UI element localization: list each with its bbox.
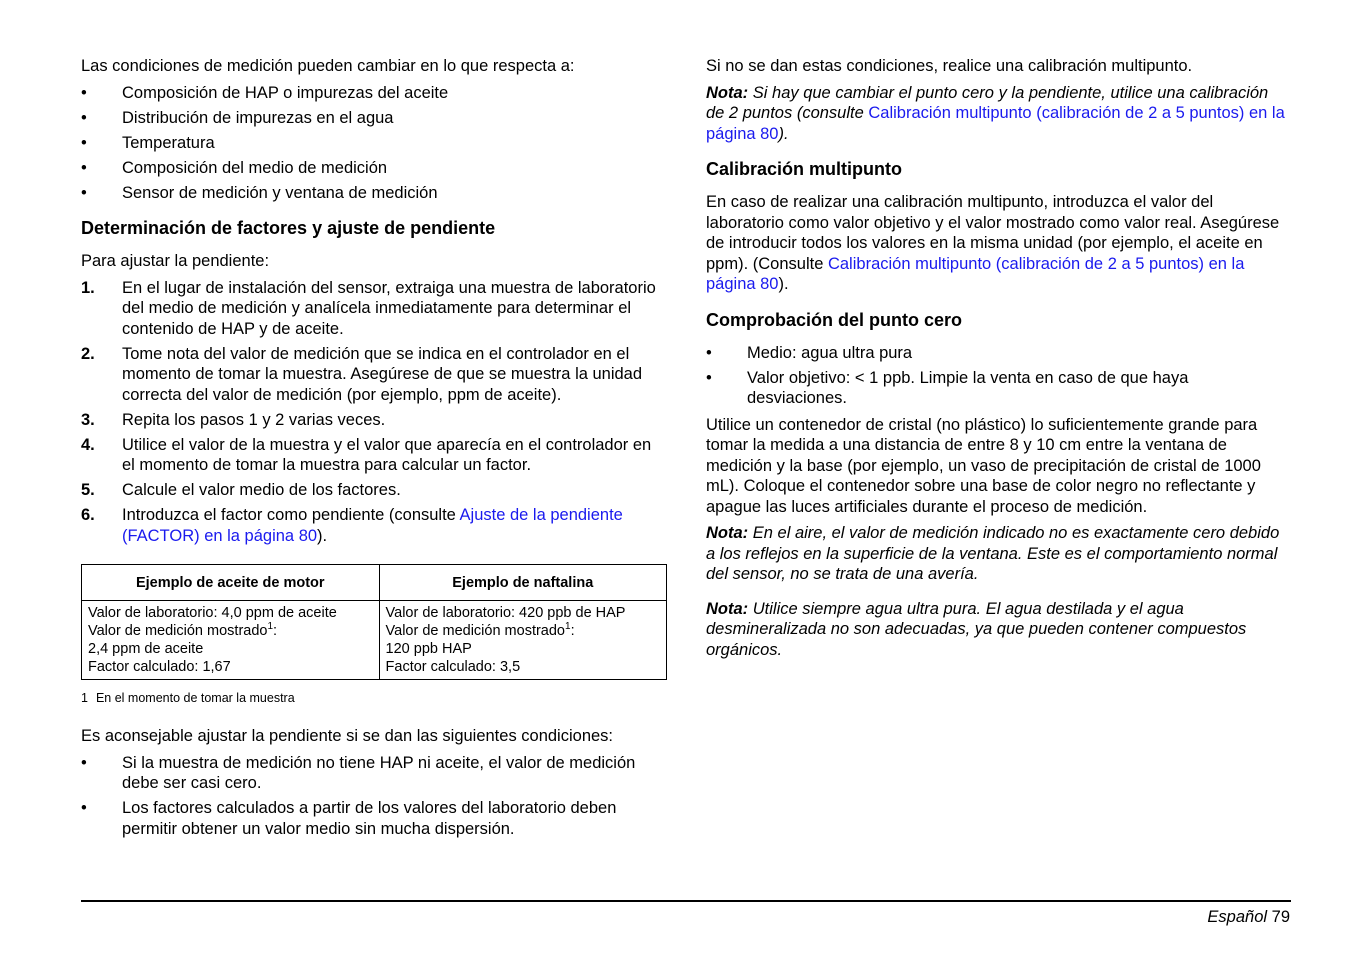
list-item: • Temperatura (81, 133, 215, 152)
list-item: • Si la muestra de medición no tiene HAP ni aceite, el valor de medición debe ser casi cero. (81, 753, 636, 792)
list-item: • Composición del medio de medición (81, 158, 388, 177)
table-header-motor-oil: Ejemplo de aceite de motor (82, 565, 380, 601)
table-row (82, 601, 667, 680)
list-item: • Composición de HAP o impurezas del aceite (81, 83, 449, 102)
list-item: • Los factores calculados a partir de los valores del laboratorio deben permitir obtener un valor medio sin mucha dispersión. (81, 799, 617, 838)
step-number: 1. (81, 278, 95, 297)
bullet-icon: • (81, 108, 87, 127)
table-cell-naphthalene: Valor de laboratorio: 420 ppb de HAP Valor de medición mostrado$^1$: 120 ppb HAP Factor calculado: 3,5 (379, 601, 666, 680)
multipoint-intro: Si no se dan estas condiciones, realice una calibración multipunto. (706, 57, 1193, 75)
bullet-icon: • (81, 183, 87, 202)
zero-point-list (706, 343, 1290, 409)
list-item: • Medio: agua ultra pura (706, 343, 913, 362)
page-number: 79 (1271, 908, 1290, 926)
right-column (706, 56, 1290, 666)
step-item: 4. Utilice el valor de la muestra y el valor que aparecía en el controlador en el momento de tomar la muestra para calcular un factor. (81, 435, 652, 474)
bullet-icon: • (81, 799, 87, 817)
bullet-icon: • (81, 753, 87, 772)
multipoint-calibration-link[interactable]: Calibración multipunto (calibración de 2 a 5 puntos) en la página 80 (706, 104, 1285, 143)
note-air: Nota: En el aire, el valor de medición indicado no es exactamente cero debido a los reflejos en la superficie de la ventana. Este es el comportamiento normal del sensor, no se trata de una avería. (706, 524, 1280, 583)
step-item: 3. Repita los pasos 1 y 2 varias veces. (81, 410, 386, 429)
slope-intro: Para ajustar la pendiente: (81, 252, 270, 270)
step-number: 5. (81, 481, 95, 499)
footer-rule (81, 900, 1291, 902)
slope-factor-link[interactable]: Ajuste de la pendiente (FACTOR) en la página 80 (122, 506, 623, 545)
section-heading-factors: Determinación de factores y ajuste de pendiente (81, 218, 496, 238)
step-item: 1. En el lugar de instalación del sensor, extraiga una muestra de laboratorio del medio de medición y analícela inmediatamente para determinar el contenido de HAP y de aceite. (81, 278, 656, 338)
page-footer: Español 79 (1207, 908, 1290, 926)
table-header-naphthalene: Ejemplo de naftalina (379, 565, 666, 601)
section-heading-zero-point: Comprobación del punto cero (706, 309, 963, 330)
multipoint-calibration-link-2[interactable]: Calibración multipunto (calibración de 2 a 5 puntos) en la página 80 (706, 254, 1245, 293)
step-item: 5. Calcule el valor medio de los factores. (81, 481, 401, 499)
conditions-list (81, 83, 667, 204)
bullet-icon: • (81, 158, 87, 177)
steps-list (81, 278, 667, 547)
note-multipoint: Nota: Si hay que cambiar el punto cero y la pendiente, utilice una calibración de 2 puntos (consulte Calibración multipunto (calibración de 2 a 5 puntos) en la página 80). (706, 83, 1285, 143)
example-table (81, 564, 667, 680)
step-number: 3. (81, 410, 95, 429)
section-heading-multipoint: Calibración multipunto (706, 159, 902, 179)
list-item: • Sensor de medición y ventana de medición (81, 183, 438, 202)
step-item: 6. Introduzca el factor como pendiente (consulte Ajuste de la pendiente (FACTOR) en la página 80). (81, 506, 623, 545)
multipoint-paragraph: En caso de realizar una calibración multipunto, introduzca el valor del laboratorio como valor objetivo y el valor mostrado como valor real. Asegúrese de introducir todos los valores en la misma unidad (por ejemplo, el aceite en ppm). (Consulte Calibración multipunto (calibración de 2 a 5 puntos) en la página 80). (706, 193, 1280, 293)
step-number: 6. (81, 506, 95, 524)
table-footnote: 1 En el momento de tomar la muestra (81, 691, 295, 705)
bullet-icon: • (706, 368, 712, 387)
list-item: • Distribución de impurezas en el agua (81, 108, 394, 127)
table-cell-motor-oil: Valor de laboratorio: 4,0 ppm de aceite Valor de medición mostrado$^1$: 2,4 ppm de aceite Factor calculado: 1,67 (82, 601, 380, 680)
advice-list (81, 753, 667, 840)
bullet-icon: • (706, 343, 712, 362)
bullet-icon: • (81, 133, 87, 152)
step-number: 4. (81, 435, 95, 454)
bullet-icon: • (81, 83, 87, 102)
list-item: • Valor objetivo: < 1 ppb. Limpie la venta en caso de que haya desviaciones. (706, 368, 1189, 407)
step-item: 2. Tome nota del valor de medición que se indica en el controlador en el momento de tomar la muestra. Asegúrese de que se muestra la unidad correcta del valor de medición (por ejemplo, ppm de aceite). (81, 344, 643, 404)
step-number: 2. (81, 344, 95, 363)
left-column (81, 56, 667, 845)
container-paragraph: Utilice un contenedor de cristal (no plástico) lo suficientemente grande para tomar la medida a una distancia de entre 8 y 10 cm entre la ventana de medición y la base (por ejemplo, un vaso de precipitación de cristal de 1000 mL). Coloque el contenedor sobre una base de color negro no reflectante y apague las luces artificiales durante el proceso de medición. (706, 415, 1261, 516)
advice-text: Es aconsejable ajustar la pendiente si se dan las siguientes condiciones: (81, 727, 614, 745)
conditions-intro: Las condiciones de medición pueden cambiar en lo que respecta a: (81, 57, 575, 75)
note-water: Nota: Utilice siempre agua ultra pura. El agua destilada y el agua desmineralizada no son adecuadas, ya que pueden contener compuestos orgánicos. (706, 599, 1247, 659)
